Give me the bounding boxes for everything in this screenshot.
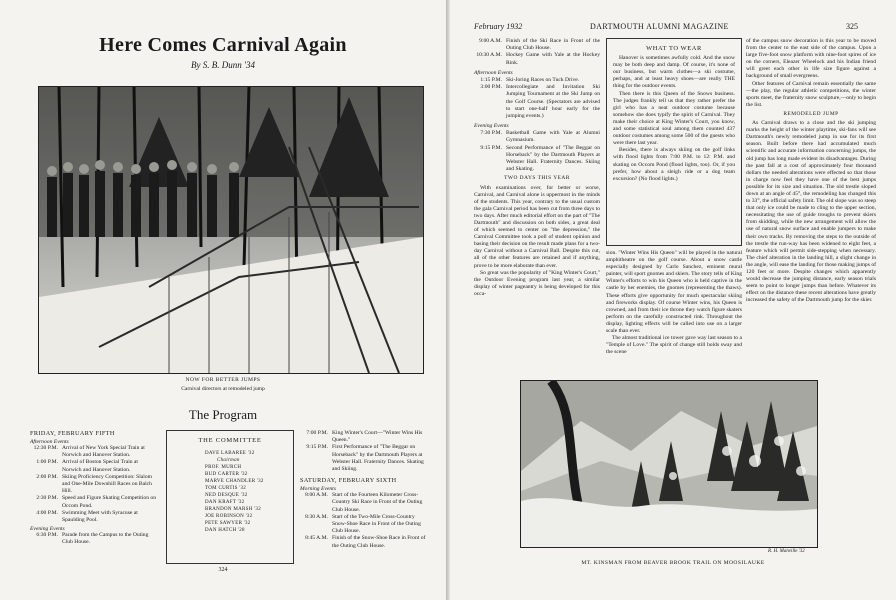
- saturday-day-heading: SATURDAY, FEBRUARY SIXTH: [300, 477, 397, 485]
- committee-member: TOM CURTIS '32: [205, 486, 247, 491]
- committee-box: [166, 430, 294, 564]
- body-paragraph: Other features of Carnival remain essentially the same—the play, the regular athletic competitions, the winter sports meet, the fraternity snow sculpture,—only to begin the list.: [746, 80, 876, 108]
- event-desc: Hockey Game with Yale at the Hockey Rink.: [506, 52, 600, 66]
- event-desc: Second Performance of "The Beggar on Horseback" by the Dartmouth Players at Webster Hall. Fraternity Dances. Skiing and Skating.: [506, 144, 600, 173]
- photo-caption-text: Carnival directors at remodeled jump: [181, 386, 265, 392]
- article-column-2: [606, 38, 742, 378]
- article-column-1: [474, 38, 600, 298]
- schedule-event: [30, 532, 156, 546]
- friday-day-heading: FRIDAY, FEBRUARY FIFTH: [30, 430, 115, 437]
- committee-title: THE COMMITTEE: [198, 437, 262, 444]
- ski-jump-photo-art: [39, 87, 423, 373]
- event-time: 7:30 P.M.: [480, 130, 502, 137]
- event-desc: Start of the Fourteen Kilometer Cross-Country Ski Race in Front of the Outing Club House.: [332, 492, 423, 513]
- body-paragraph: of the campus snow decoration is this year to be moved from the center to the east side of the campus. Upon a large five-foot snow platform with nine-foot spires of ice on the corners, Eleazer Wheelock and his Indian friend will greet each other in life size figure against a background of small evergreens.: [746, 38, 876, 80]
- committee-member: PETE SAWYER '32: [205, 521, 251, 526]
- event-desc: Speed and Figure Skating Competition on Occom Pond.: [62, 495, 156, 509]
- event-desc: Parade from the Campus to the Outing Club House.: [62, 532, 149, 546]
- committee-member: DAVE LABAREE '32: [205, 451, 255, 456]
- event-time: 8:30 A.M.: [305, 513, 328, 520]
- event-time: 2:30 P.M.: [36, 495, 58, 502]
- saturday-morning-label: Morning Events: [300, 486, 336, 493]
- event-desc: Finish of the Ski Race in Front of the Outing Club House.: [506, 38, 600, 52]
- body-paragraph: With examinations over, for better or worse, Carnival, and Carnival alone is uppermost in the minds of the students. This year, contrary to the usual custom the gala Carnival period has been cut from three days to two days. After much editorial effort on the part of "The Dartmouth" and discussion on both sides, a great deal of which seemed to center on "the depression," the Carnival Committee took a poll of student opinion and basing their decision on the result made plans for a two-day Carnival without a Carnival Ball. Despite this cut, all of the other features are retained and if anything, prove to be more elaborate than ever.: [474, 184, 600, 269]
- event-desc: Finish of the Snow-Shoe Race in Front of the Outing Club House.: [332, 535, 426, 549]
- event-desc: Skiing Proficiency Competition: Slalom and One-Mile Downhill Races on Balch Hill.: [62, 473, 152, 495]
- article-title: Here Comes Carnival Again: [99, 34, 347, 56]
- event-time: 12:30 P.M.: [33, 445, 58, 451]
- schedule-event: [30, 459, 156, 473]
- body-paragraph: sion. "Winter Wins His Queen" will be played in the natural amphitheatre on the golf course. About a snow castle especially designed by Carlo Sanchez, eminent mural painter, will sport gnomes and skiers. The story tells of King Winter's efforts to win his Queen who is held captive in the castle by her enemies, the gnomes (representing the thaws). These efforts give opportunity for much spectacular skiing and fireworks display. Of course Winter wins, his Queen is crowned, and from their ice throne they watch figure skaters perform on the carefully constructed rink. Throughout the display, lighting effects will be called into use on a larger scale than ever.: [606, 250, 742, 335]
- body-paragraph: Hanover is sometimes awfully cold. And the snow may be both deep and damp. Of course, it's none of our business, but warm clothes—a ski costume, perhaps, and at least heavy shoes—are really THE thing for the outdoor events.: [613, 55, 735, 90]
- committee-member: PROF. MURCH: [205, 465, 242, 470]
- schedule-event: [300, 492, 430, 514]
- committee-member: NED DESQUE '32: [205, 493, 248, 498]
- event-desc: Swimming Meet with Syracuse at Spaulding Pool.: [62, 509, 138, 524]
- what-to-wear-box: [606, 38, 742, 246]
- event-time: 10:30 A.M.: [476, 52, 502, 59]
- event-desc: Ski-Joring Races on Tuck Drive.: [506, 76, 580, 83]
- body-paragraph: So great was the popularity of "King Winter's Court," the Outdoor Evening program last year, a similar display of winter pageantry is being developed for this occa-: [474, 269, 600, 297]
- article-column-3: [746, 38, 876, 376]
- event-time: 9:00 A.M.: [479, 38, 502, 44]
- event-time: 4:00 P.M.: [36, 509, 58, 516]
- header-date: February 1932: [474, 22, 523, 31]
- event-time: 2:00 P.M.: [36, 473, 58, 480]
- event-time: 3:00 P.M.: [480, 84, 502, 91]
- friday-schedule: [30, 430, 156, 547]
- photo-credit: R. H. Manville '32: [768, 549, 805, 554]
- schedule-event: [474, 52, 600, 66]
- committee-member: BUD CARTER '32: [205, 472, 248, 477]
- column-2-text: [606, 250, 742, 378]
- schedule-event: [474, 130, 600, 144]
- photo-caption-title: NOW FOR BETTER JUMPS: [185, 377, 261, 383]
- friday-evening-label: Evening Events: [30, 526, 65, 533]
- schedule-event: [474, 145, 600, 174]
- schedule-event: [474, 77, 600, 84]
- mountain-photo-art: [521, 381, 817, 547]
- what-to-wear-title: WHAT TO WEAR: [646, 45, 702, 52]
- committee-member: DAN KRAFT '32: [205, 500, 245, 505]
- schedule-event: [300, 514, 430, 536]
- section-head-remodeled-jump: REMODELED JUMP: [783, 110, 839, 117]
- event-desc: Start of the Two-Mile Cross-Country Snow-Shoe Race in Front of the Outing Club House.: [332, 513, 421, 535]
- event-time: 9:15 P.M.: [480, 144, 502, 151]
- event-desc: Intercollegiate and Invitation Ski Jumping Tournament at the Ski Jump on the Golf Course. (Spectators are advised to start one-half hour early for the jumping events.): [506, 84, 600, 119]
- schedule-event: [300, 535, 430, 549]
- event-time: 1:15 P.M.: [480, 76, 502, 83]
- event-time: 7:00 P.M.: [306, 430, 328, 436]
- schedule-event: [30, 445, 156, 459]
- mountain-photo: [520, 380, 818, 548]
- event-time: 6:30 P.M.: [36, 532, 58, 539]
- right-page: [450, 0, 896, 600]
- body-paragraph: The almost traditional ice tower gave way last season to a "Temple of Love." The spirit of change still holds sway and the scene: [606, 335, 742, 356]
- left-page: [0, 0, 446, 600]
- event-desc: King Winter's Court—"Winter Wins His Queen.": [332, 430, 423, 444]
- schedule-event: [300, 430, 430, 444]
- body-paragraph: Besides, there is always skiing on the golf links with flood lights from 7:00 P.M. to 12: P.M. and skating on Occom Pond (flood lights, too). Or, if you prefer, how about a sleigh ride or a dog team excursion? (No flood lights.): [613, 147, 735, 182]
- event-desc: Basketball Game with Yale at Alumni Gymnasium.: [506, 130, 600, 144]
- event-time: 1:00 P.M.: [36, 459, 58, 466]
- program-heading: The Program: [188, 407, 258, 422]
- event-time: 8:45 A.M.: [305, 535, 328, 542]
- header-magazine: DARTMOUTH ALUMNI MAGAZINE: [590, 22, 729, 31]
- body-paragraph: As Carnival draws to a close and the ski jumping marks the height of the winter playtime, ski-fans will see Dartmouth's newly remodeled jump in use for its first season. Built before there had accumulated much scientific and accurate information concerning jumps, the old jump has long made evident its disadvantages. During the past fall at a cost of approximately four thousand dollars the needed alterations were effected so that those in charge now feel they have one of the best jumps possible for its size and situation. The old trestle sloped down at an angle of 45°, the remodeling has changed this to 33°, the official safety limit. The old slope was so steep that only ice could be made to cling to the upper section, necessitating the use of guide troughs to prevent skiers from skidding, while the new arrangement will allow the use of natural snow surface and enable jumpers to make their own tracks. By removing the steps to the outside of the trestle the run-way has been widened to eight feet, a feature which will permit side-stepping when necessary. The chief alteration in the landing hill, a slight change in the angle, will ease the landing for those making jumps of 120 feet or more. Despite changes which apparently would decrease the jumping distance, early season trials seem to point to longer jumps than before. Whatever its effect on the distance these recent alterations have greatly increased the safety of the Dartmouth jump for the skier.: [746, 120, 876, 304]
- committee-member: DAN HATCH '28: [205, 528, 245, 533]
- article-byline: By S. B. Dunn '34: [191, 60, 255, 70]
- page-number-right: 325: [846, 22, 858, 31]
- section-head-two-days: TWO DAYS THIS YEAR: [504, 175, 570, 182]
- committee-member: JOE ROBINSON '32: [205, 514, 253, 519]
- event-time: 8:00 A.M.: [305, 492, 328, 499]
- event-time: 9:15 P.M.: [306, 444, 328, 451]
- afternoon-label: Afternoon Events: [474, 69, 513, 76]
- ski-jump-photo: [38, 86, 424, 374]
- event-desc: Arrival of New York Special Train at Norwich and Hanover Station.: [62, 445, 145, 459]
- schedule-event: [30, 474, 156, 496]
- saturday-schedule: [300, 430, 430, 550]
- schedule-event: [300, 444, 430, 473]
- committee-role: Chairman: [217, 458, 240, 463]
- committee-member: MARVE CHANDLER '32: [205, 479, 264, 484]
- event-desc: Arrival of Boston Special Train at Norwich and Hanover Station.: [62, 459, 138, 473]
- page-number-left: 324: [218, 567, 228, 573]
- schedule-event: [474, 84, 600, 120]
- evening-label: Evening Events: [474, 123, 509, 130]
- schedule-event: [30, 495, 156, 509]
- committee-member: BRANDON MARSH '32: [205, 507, 262, 512]
- event-desc: First Performance of "The Beggar on Horseback" by the Dartmouth Players at Webster Hall. Fraternity Dances. Skating and Skiing.: [332, 444, 424, 473]
- committee-list: [167, 450, 293, 534]
- mountain-photo-caption: MT. KINSMAN FROM BEAVER BROOK TRAIL ON MOOSILAUKE: [581, 560, 765, 566]
- friday-afternoon-label: Afternoon Events: [30, 439, 69, 445]
- body-paragraph: Then there is this Queen of the Snows business. The judges frankly tell us that they rather prefer the girl who has a neat outdoor costume because somehow she does typify the spirit of Carnival. They make their choice at King Winter's Court, you know, and some statistical soul among them counted 437 outdoor costumes among some 500 of the guests who were there last year.: [613, 90, 735, 147]
- schedule-event: [474, 38, 600, 52]
- schedule-event: [30, 510, 156, 524]
